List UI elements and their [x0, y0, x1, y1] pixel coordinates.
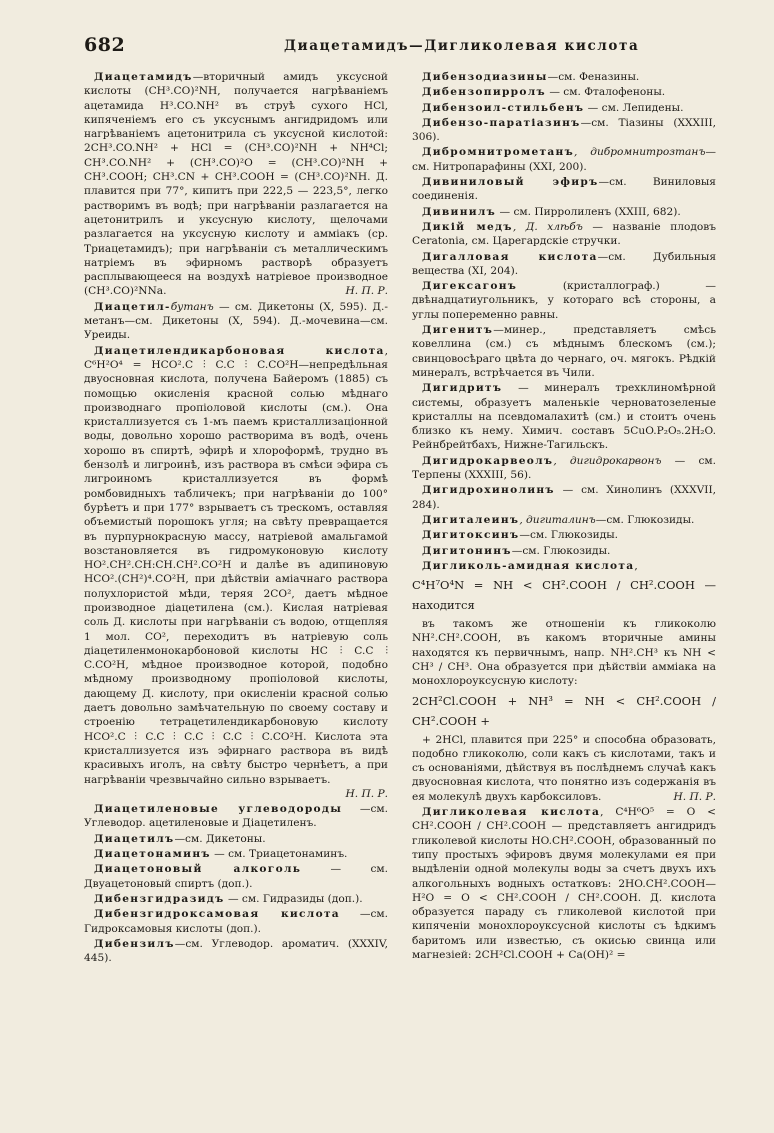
entry-headword: Дивинилъ	[422, 205, 497, 218]
dictionary-entry	[84, 892, 388, 906]
entry-headword: Дигликоль-амидная кислота	[422, 559, 635, 572]
entry-text: —минер., представляетъ смѣсь ковеллина (см.) съ мѣднымъ блескомъ (см.); свинцовосѣраго цвѣта до чернаго, оч. мягокъ. Рѣдкій минералъ, встрѣчается въ Чили.	[412, 324, 716, 379]
entry-text: — минералъ трехклиномѣрной системы, образуетъ маленькіе черноватозеленые кристаллы на псевдомалахитѣ (см.) и стоитъ очень близко къ нему. Химич. составъ 5CuO.P₂O₅.2H₂O. Рейнбрейтбахъ, Нижне-Тагильскъ.	[412, 382, 716, 452]
entry-italic-variant: , дибромнитрозтанъ	[574, 146, 706, 159]
entry-italic-variant: бутанъ	[170, 300, 214, 313]
entry-text: — см. Терпены (XXXIII, 56).	[412, 454, 716, 482]
two-column-body	[84, 70, 740, 966]
dictionary-entry	[412, 85, 716, 99]
dictionary-entry	[84, 907, 388, 936]
entry-text: —см. Феназины.	[547, 71, 640, 83]
dictionary-entry	[412, 381, 716, 452]
entry-headword: Дигалловая кислота	[422, 250, 598, 263]
entry-text: + 2HCl, плавится при 225° и способна образовать, подобно гликоколю, соли какъ съ кислотами, такъ и съ основаніями, дѣйствуя въ послѣднемъ случаѣ какъ двуосновная кислота, что понятно изъ содержанія въ ея молекулѣ двухъ карбоксиловъ.	[412, 733, 716, 803]
dictionary-entry	[412, 101, 716, 115]
dictionary-entry	[412, 250, 716, 279]
entry-headword: Диацетоновый алкоголь	[94, 863, 302, 876]
entry-text: — см. Хинолинъ (XXXVII, 284).	[412, 484, 716, 511]
entry-continuation	[412, 617, 716, 688]
right-column	[412, 70, 716, 966]
dictionary-entry	[412, 220, 716, 249]
dictionary-entry	[412, 454, 716, 483]
entry-text: ,	[634, 559, 638, 572]
entry-text: , C⁴H⁶O⁵ = O < CH².COOH / CH².COOH — представляетъ ангидридъ гликолевой кислоты HO.CH².COOH, образованный по типу простыхъ эфировъ двумя молекулами ея при выдѣленіи одной молекулы воды за счетъ двухъ ихъ алкогольныхъ водныхъ остатковъ: 2HO.CH².COOH—H²O = O < CH².COOH / CH².COOH. Д. кислота образуется параду съ гликолевой кислотой при кипяченіи монохлороуксусной кислоты съ ѣдкимъ баритомъ или известью, съ окисью свинца или магнезіей: 2CH²Cl.COOH + Ca(OH)² =	[412, 806, 716, 962]
entry-headword: Дигидритъ	[422, 382, 503, 395]
entry-text: —см. Виниловыя соединенія.	[412, 176, 716, 203]
entry-text: —см. Дикетоны.	[174, 832, 266, 845]
entry-headword: Дивиниловый эфиръ	[422, 176, 599, 189]
entry-text: — см. Гидразиды (доп.).	[224, 892, 363, 905]
entry-text: —см. Углеводор. ацетиленовые и Діацетиленъ.	[84, 803, 388, 830]
entry-headword: Дигиталеинъ	[422, 513, 520, 526]
dictionary-entry	[412, 116, 716, 145]
dictionary-entry	[412, 323, 716, 380]
entry-headword: Дигидрокарвеолъ	[422, 454, 554, 467]
entry-text: — см. Двуацетоновый спиртъ (доп.).	[84, 863, 388, 890]
entry-text: — см. Лепидены.	[584, 101, 684, 114]
entry-text: —см. Глюкозиды.	[519, 529, 619, 542]
entry-continuation	[412, 733, 716, 804]
dictionary-entry	[412, 175, 716, 204]
dictionary-entry	[84, 70, 388, 299]
entry-headword: Диацетиленовые углеводороды	[94, 803, 343, 816]
dictionary-entry	[412, 528, 716, 542]
entry-text: , C⁶H²O⁴ = HCO².C ⫶ C.C ⫶ C.CO²H—непредѣльная двуосновная кислота, получена Байеромъ (1885) съ помощью окисленія красной солью мѣднаго производнаго пропіоловой кислоты (см.). Она кристаллизуется съ 1-мъ паемъ кристаллизаціонной воды, довольно хорошо растворима въ водѣ, очень хорошо въ спиртѣ, эфирѣ и хлороформѣ, трудно въ бензолѣ и лигроинѣ, изъ раствора въ смѣси эфира съ лигроиномъ кристаллизуется въ формѣ ромбовидныхъ табличекъ; при нагрѣваніи до 100° бурѣетъ и при 177° взрываетъ съ трескомъ, оставляя объемистый порошокъ угля; на свѣту превращается въ пурпурнокрасную массу, натріевой амальгамой возстановляется въ гидромуконовую кислоту HO².CH².CH:CH.CH².CO²H и далѣе въ адипиновую HCO².(CH²)⁴.CO²H, при дѣйствіи аміачнаго раствора полухлористой мѣди, теряя 2CO², даетъ мѣдное производное діацетилена (см.). Кислая натріевая соль Д. кислоты при нагрѣваніи съ водою, отщепляя 1 мол. CO², переходитъ въ натріевую соль діацетиленмонокарбоновой кислоты HC ⫶ C.C ⫶ C.CO²H, мѣдное производное которой, подобно мѣдному производному пропіоловой кислоты, дающему Д. кислоту, при окисленіи красной солью даетъ довольно замѣчательную по своему составу и строенію тетрацетилендикарбоновую кислоту HCO².C ⫶ C.C ⫶ C.C ⫶ C.C ⫶ C.CO²H. Кислота эта кристаллизуется изъ эфирнаго раствора въ видѣ красивыхъ иголъ, на свѣту быстро чернѣетъ, а при нагрѣваніи чрезвычайно сильно взрываетъ.	[84, 344, 388, 786]
dictionary-entry	[84, 937, 388, 966]
entry-headword: Диацетилъ	[94, 832, 175, 845]
dictionary-entry	[84, 300, 388, 343]
entry-headword: Дикій медъ	[422, 220, 513, 233]
formula-line: 2CH²Cl.COOH + NH³ = NH < CH².COOH / CH².COOH +	[412, 693, 716, 728]
entry-headword: Дибромнитрометанъ	[422, 146, 575, 159]
entry-headword: Диацетамидъ	[94, 71, 193, 83]
entry-text: —см. Гидроксамовыя кислоты (доп.).	[84, 908, 388, 935]
entry-text: —вторичный амидъ уксусной кислоты (CH³.CO)²NH, получается нагрѣваніемъ ацетамида H³.CO.NH² въ струѣ сухого HCl, кипяченіемъ его съ уксуснымъ ангидридомъ или нагрѣваніемъ ацетонитрила съ уксусной кислотой: 2CH³.CO.NH² + HCl = (CH³.CO)²NH + NH⁴Cl; CH³.CO.NH² + (CH³.CO)²O = (CH³.CO)²NH + CH³.COOH; CH³.CN + CH³.COOH = (CH³.CO)²NH. Д. плавится при 77°, кипитъ при 222,5 — 223,5°, легко растворимъ въ водѣ; при нагрѣваніи разлагается на ацетонитрилъ и уксусную кислоту, щелочами разлагается на уксусную кислоту и аммiакъ (ср. Триацетамидъ); при нагрѣваніи съ металлическимъ натріемъ въ эфирномъ растворѣ образуетъ расплывающееся на воздухѣ натріевое производное (CH³.CO)²NNa.	[84, 71, 388, 298]
entry-headword: Дибензоил-стильбенъ	[422, 101, 585, 114]
entry-headword: Диацетонаминъ	[94, 848, 211, 861]
dictionary-entry	[84, 832, 388, 846]
entry-text: —см. Углеводор. ароматич. (XXXIV, 445).	[84, 937, 388, 965]
entry-text: въ такомъ же отношеніи къ гликоколю NH².CH².COOH, въ какомъ вторичные амины находятся къ первичнымъ, напр. NH².CH³ къ NH < CH³ / CH³. Она образуется при дѣйствіи аммiака на монохлороуксусную кислоту:	[412, 618, 716, 688]
entry-text: — см. Дикетоны (X, 595). Д.-метанъ—см. Дикетоны (X, 594). Д.-мочевина—см. Уреиды.	[84, 300, 388, 342]
entry-headword: Дибензо-паратіазинъ	[422, 116, 581, 129]
entry-headword: Диацетилендикарбоновая кислота	[94, 344, 385, 357]
entry-text: (кристаллограф.) — двѣнадцатиугольникъ, у котораго всѣ стороны, а углы попеременно равны.	[412, 280, 716, 321]
entry-headword: Дибензопирролъ	[422, 86, 546, 99]
entry-headword: Дигидрохинолинъ	[422, 484, 555, 497]
page-number: 682	[84, 34, 126, 56]
running-head: Диацетамидъ—Дигликолевая кислота	[284, 38, 640, 54]
entry-headword: Дигликолевая кислота	[422, 806, 601, 819]
entry-italic-variant: , Д. хлѣбъ	[512, 220, 583, 233]
entry-headword: Дибензилъ	[94, 937, 175, 950]
entry-headword: Дигексагонъ	[422, 280, 518, 293]
dictionary-entry	[84, 344, 388, 802]
entry-text: — см. Фталофеноны.	[545, 86, 666, 99]
dictionary-entry	[412, 205, 716, 219]
dictionary-entry	[412, 559, 716, 573]
entry-italic-variant: , дигидрокарвонъ	[553, 454, 662, 467]
entry-text: —см. Дубильныя вещества (XI, 204).	[412, 250, 716, 277]
dictionary-entry	[84, 847, 388, 861]
entry-headword: Дигенитъ	[422, 324, 494, 337]
dictionary-entry	[412, 544, 716, 558]
dictionary-entry	[412, 805, 716, 962]
entry-text: —см. Нитропарафины (XXI, 200).	[412, 146, 716, 173]
dictionary-entry	[412, 483, 716, 512]
formula-line: C⁴H⁷O⁴N = NH < CH².COOH / CH².COOH — находится	[412, 578, 716, 613]
entry-text: —см. Тіазины (XXXIII, 306).	[412, 116, 716, 144]
entry-text: — см. Пирролиленъ (XXIII, 682).	[496, 205, 681, 218]
page-header	[84, 34, 740, 70]
dictionary-entry	[84, 802, 388, 831]
dictionary-entry	[84, 862, 388, 891]
author-signature: Н. П. Р.	[345, 285, 388, 298]
entry-text: — названіе плодовъ Ceratonia, см. Царегардскіе стручки.	[412, 220, 716, 248]
entry-headword: Дигитоксинъ	[422, 529, 520, 542]
entry-italic-variant: , дигиталинъ	[519, 513, 596, 526]
dictionary-entry	[412, 279, 716, 322]
dictionary-entry	[412, 145, 716, 174]
entry-headword: Дибензгидроксамовая кислота	[94, 908, 340, 921]
entry-text: —см. Глюкозиды.	[595, 513, 695, 526]
entry-headword: Диацетил-	[94, 300, 171, 313]
author-signature: Н. П. Р.	[345, 787, 388, 800]
entry-text: —см. Глюкозиды.	[511, 544, 611, 557]
entry-headword: Дибензгидразидъ	[94, 892, 225, 905]
entry-headword: Дибензодиазины	[422, 71, 548, 83]
left-column	[84, 70, 388, 966]
dictionary-entry	[412, 513, 716, 527]
entry-text: — см. Триацетонаминъ.	[210, 848, 348, 861]
entry-headword: Дигитонинъ	[422, 544, 512, 557]
author-signature: Н. П. Р.	[673, 790, 716, 803]
dictionary-entry	[412, 70, 716, 84]
